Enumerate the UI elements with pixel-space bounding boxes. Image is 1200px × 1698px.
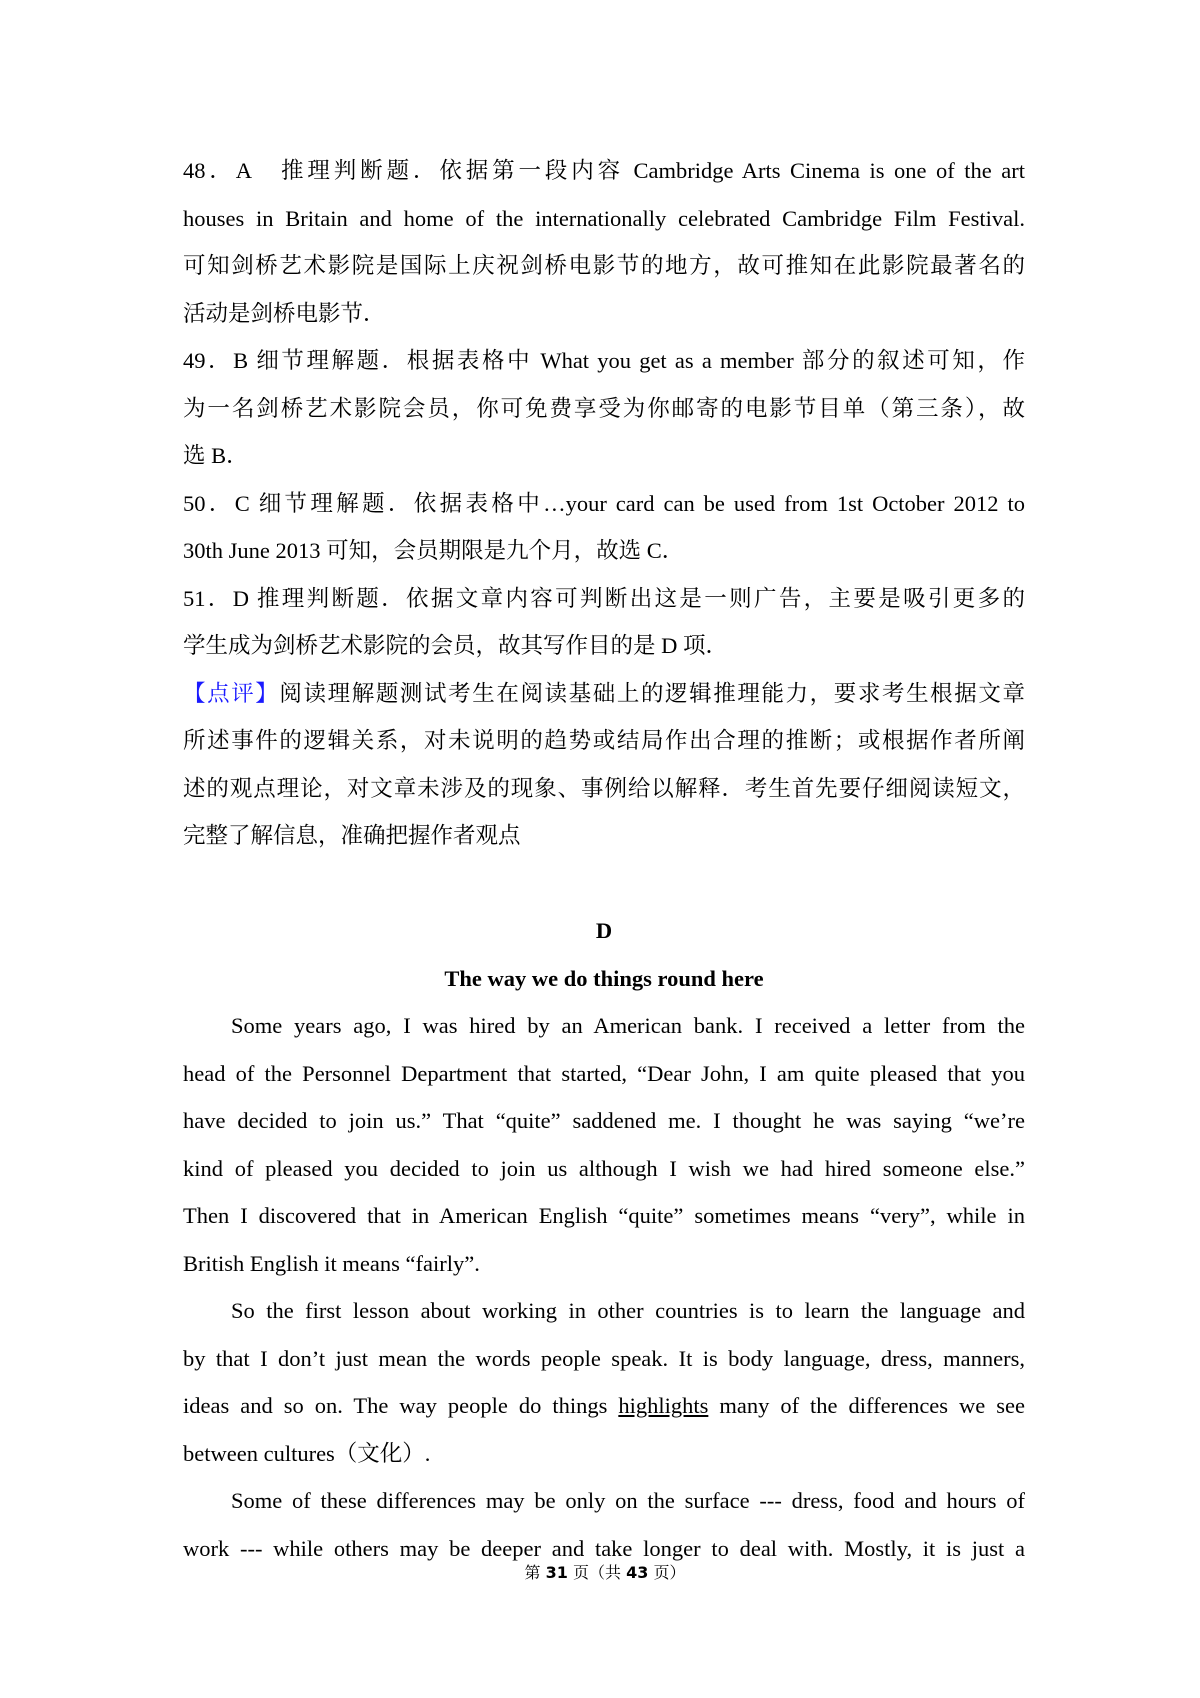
- line-text: 阅读理解题测试考生在阅读基础上的逻辑推理能力，要求考生根据文章: [279, 680, 1025, 706]
- text-line: [183, 1145, 1025, 1193]
- text-line: [183, 717, 1025, 765]
- line-text: 所述事件的逻辑关系，对未说明的趋势或结局作出合理的推断；或根据作者所阐: [183, 728, 1025, 753]
- line-text: D: [595, 918, 613, 943]
- current-page-number: 31: [545, 1563, 568, 1582]
- line-text: have decided to join us.” That “quite” saddened me. I thought he was saying “we’re: [183, 1108, 1025, 1133]
- line-text: ideas and so on. The way people do things: [183, 1393, 619, 1418]
- passage-title: [183, 955, 1025, 1003]
- text-line: [183, 1002, 1025, 1050]
- comment-tag: 【点评】: [183, 680, 280, 706]
- text-line: [183, 1097, 1025, 1145]
- section-letter: [183, 907, 1025, 955]
- line-text: houses in Britain and home of the internationally celebrated Cambridge Film Festival.: [183, 205, 1025, 231]
- line-text: The way we do things round here: [444, 965, 764, 991]
- line-text: 述的观点理论，对文章未涉及的现象、事例给以解释．考生首先要仔细阅读短文，: [183, 775, 1025, 801]
- line-text: 30th June 2013 可知，会员期限是九个月，故选 C．: [183, 538, 685, 563]
- text-line: [183, 480, 1025, 528]
- line-text: 49．B 细节理解题．根据表格中 What you get as a member 部分的叙述可知，作: [183, 348, 1025, 373]
- text-line: [183, 1287, 1025, 1335]
- text-line: [183, 765, 1025, 813]
- text-line: [183, 290, 1025, 338]
- text-line: [183, 147, 1025, 195]
- line-text: many of the differences we see: [708, 1393, 1025, 1418]
- line-text: kind of pleased you decided to join us although I wish we had hired someone else.”: [183, 1155, 1025, 1181]
- line-text: between cultures（文化）.: [183, 1440, 431, 1466]
- line-text: head of the Personnel Department that started, “Dear John, I am quite pleased that you: [183, 1060, 1025, 1086]
- line-text: 活动是剑桥电影节．: [183, 300, 386, 326]
- line-text: 可知剑桥艺术影院是国际上庆祝剑桥电影节的地方，故可推知在此影院最著名的: [183, 253, 1025, 278]
- text-line: [183, 242, 1025, 290]
- text-line: [183, 195, 1025, 243]
- text-line: [183, 1430, 1025, 1478]
- text-line: [183, 860, 1025, 908]
- document-body: [183, 147, 1025, 1572]
- line-text: 完整了解信息，准确把握作者观点: [183, 823, 521, 848]
- line-text: 选 B．: [183, 443, 249, 468]
- line-text: 学生成为剑桥艺术影院的会员，故其写作目的是 D 项．: [183, 633, 728, 658]
- text-line: [183, 432, 1025, 480]
- line-text: 51．D 推理判断题．依据文章内容可判断出这是一则广告，主要是吸引更多的: [183, 585, 1025, 611]
- total-page-number: 43: [626, 1563, 649, 1582]
- line-text: by that I don’t just mean the words people speak. It is body language, dress, manners,: [183, 1345, 1025, 1371]
- text-line: [183, 1477, 1025, 1525]
- line-text: Some years ago, I was hired by an American bank. I received a letter from the: [231, 1013, 1025, 1038]
- text-line: [183, 622, 1025, 670]
- text-line: [183, 670, 1025, 718]
- page-footer: [0, 1560, 1200, 1583]
- line-text: 50．C 细节理解题．依据表格中…your card can be used from 1st October 2012 to: [183, 490, 1025, 516]
- footer-suffix: 页）: [648, 1563, 686, 1582]
- line-text: 为一名剑桥艺术影院会员，你可免费享受为你邮寄的电影节目单（第三条），故: [183, 395, 1025, 421]
- line-text: Some of these differences may be only on the surface --- dress, food and hours of: [231, 1488, 1025, 1513]
- footer-middle: 页（共: [567, 1563, 627, 1582]
- line-text: Then I discovered that in American English “quite” sometimes means “very”, while in: [183, 1203, 1025, 1228]
- text-line: [183, 1382, 1025, 1430]
- text-line: [183, 1240, 1025, 1288]
- line-text: 48．A 推理判断题．依据第一段内容 Cambridge Arts Cinema is one of the art: [183, 158, 1025, 183]
- text-line: [183, 337, 1025, 385]
- underlined-word: highlights: [618, 1393, 709, 1418]
- text-line: [183, 575, 1025, 623]
- text-line: [183, 527, 1025, 575]
- text-line: [183, 1192, 1025, 1240]
- text-line: [183, 812, 1025, 860]
- footer-prefix: 第: [524, 1563, 546, 1582]
- text-line: [183, 1050, 1025, 1098]
- text-line: [183, 385, 1025, 433]
- line-text: So the first lesson about working in other countries is to learn the language and: [231, 1298, 1025, 1323]
- line-text: British English it means “fairly”.: [183, 1250, 480, 1276]
- text-line: [183, 1335, 1025, 1383]
- line-text: work --- while others may be deeper and take longer to deal with. Mostly, it is just a: [183, 1535, 1025, 1561]
